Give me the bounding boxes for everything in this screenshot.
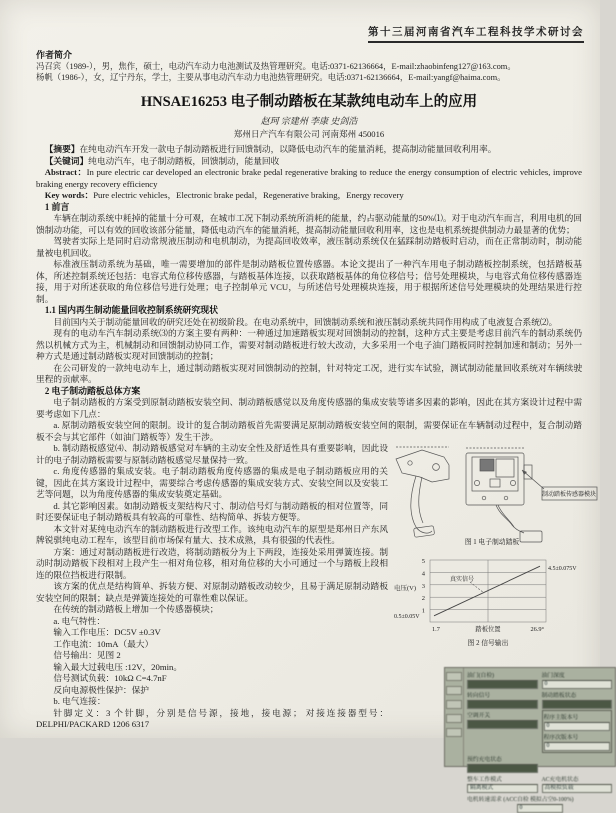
figure-1-brake-pedal-drawing xyxy=(392,443,598,547)
section-2-item-d: d. 其它影响因素。如制动踏板支架结构尺寸、制动信号灯与制动踏板的相对位置等，同时还要保证电子制动踏板具有较高的可靠性、结构简单、拆装方便等。 xyxy=(36,500,388,523)
section-1-p3: 标准液压制动系统为基础，唯一需要增加的部件是制动踏板位置传感器。本论文提出了一种汽车用电子制动踏板控制系统，包括踏板基体，所述控制系统还包括：电容式角位移传感器，与踏板基体连接，以获取踏板基体的角位移信号；信号处理模块，与电容式角位移传感器连接，用于对所述获取的角位移信号进行处理；电子控制单元 VCU，与所述信号处理模块连接，用于根据所述信号处理模块的处理结果进行控制。 xyxy=(36,259,582,304)
screenshot-cell xyxy=(542,774,613,793)
abstract-cn xyxy=(36,144,582,156)
fig2-y-axis-label: 电压(V) xyxy=(394,585,417,593)
spec-line: 信号测试负载：10kΩ C=4.7nF xyxy=(53,673,167,684)
fig2-xtick-min: 1.7 xyxy=(432,626,440,634)
screenshot-cell xyxy=(467,710,538,753)
screenshot-cell xyxy=(467,670,538,689)
spec-line: 反向电源极性保护：保护 xyxy=(53,684,149,695)
abstract-cn-text: 在纯电动汽车开发一款电子制动踏板进行回馈制动，以降低电动汽车的能量消耗，提高制动能量回收利用率。 xyxy=(79,144,497,155)
fig2-ytick-3: 3 xyxy=(421,583,425,591)
figure-1-caption: 图 1 电子制动踏板 xyxy=(464,539,520,547)
keywords-en-label: Key words： xyxy=(44,190,94,201)
paper-content xyxy=(36,48,597,812)
figure-1-callout-text: 制动踏板传感器模块 xyxy=(541,492,597,499)
figure-2-signal-chart xyxy=(392,552,592,656)
field-label: 整车工作模式 xyxy=(467,777,502,784)
field-value: 0 xyxy=(544,722,611,731)
fig2-line-label: 真实信号 xyxy=(450,577,475,584)
section-1-1-p3: 在公司研发的一款纯电动车上，通过制动踏板实现对回馈制动的控制，针对特定工况，进行实车试验，测试制动能量回收系统对车辆续驶里程的贡献率。 xyxy=(36,362,582,385)
keywords-en xyxy=(36,190,582,202)
section-2-p5: 在传统的制动踏板上增加一个传感器模块； xyxy=(53,604,219,615)
left-text-column xyxy=(36,443,388,767)
field-label: 油门(自检) xyxy=(467,673,495,680)
field-label: AC充电机状态 xyxy=(541,777,579,784)
field-value xyxy=(467,720,538,729)
screenshot-cell xyxy=(467,754,538,773)
field-value xyxy=(467,680,538,689)
screenshot-cell xyxy=(542,754,613,773)
field-label: 油门深度 xyxy=(541,673,565,680)
field-value xyxy=(467,764,538,773)
keywords-cn-text: 纯电动汽车，电子制动踏板，回馈制动，能量回收 xyxy=(88,155,280,166)
section-1-heading: 1 前言 xyxy=(44,201,70,212)
pin-definition: 针脚定义：3 个针脚，分别是信号源，接地，接电源； 对接连接器型号：DELPHI/PACKARD 1206 6317 xyxy=(36,707,388,730)
section-2-p3: 方案：通过对制动踏板进行改造，将制动踏板分为上下两段，连接处采用弹簧连接。制动时制动踏板下段相对上段产生一相对角位移，相对角位移的大小可通过一个与踏板上段相连的限位挡板进行限制。 xyxy=(36,546,388,580)
section-1-1-p1: 目前国内关于制动能量回收的研究还处在初级阶段。在电动系统中，回馈制动系统和液压制动系统共同作用构成了电液复合系统⑵。 xyxy=(53,316,558,327)
section-1-p1: 车辆在制动系统中耗掉的能量十分可观，在城市工况下制动系统所消耗的能量，约占驱动能量的50%⑴。对于电动汽车而言，利用电机的回馈制动功能，可以有效的回收该部分能量，降低电动汽车的能量消耗，提高制动能量回收利用率，这也是电机系统提供制动力最显著的优势； xyxy=(36,213,582,235)
conference-header: 第十三届河南省汽车工程科技学术研讨会 xyxy=(368,24,584,43)
field-label: 制动踏板状态 xyxy=(541,693,577,700)
author-note-label: 作者简介 xyxy=(36,50,73,60)
field-label: 电机转速需求 (ACC自检 模拟占空0-100%) xyxy=(467,797,574,804)
paper-title: HNSAE16253 电子制动踏板在某款纯电动车上的应用 xyxy=(140,94,478,111)
fig2-xtick-max: 26.9° xyxy=(530,626,544,634)
field-value xyxy=(542,700,613,709)
field-value: 0 xyxy=(517,804,563,813)
field-label: 程序主版本号 xyxy=(543,715,579,722)
field-value: 0 xyxy=(544,742,611,751)
field-label: 预约充电状态 xyxy=(467,757,502,764)
spec-a-label: a. 电气特性： xyxy=(53,615,106,626)
author-bio-2: 杨帆（1986-），女，辽宁丹东，学士，主要从事电动汽车动力电池热管理研究。电话:0371-62136664，E-mail:yangf@haima.com。 xyxy=(36,73,506,83)
spec-line: 输入工作电压：DC5V ±0.3V xyxy=(53,627,161,638)
author-bio-1: 冯召宾（1989-），男，焦作，硕士，电动汽车动力电池测试及热管理研究。电话:0371-62136664，E-mail:zhaobinfeng127@163.com。 xyxy=(36,62,516,71)
section-2-p2: 本文针对某纯电动汽车的制动踏板进行改型工作。该纯电动汽车的原型是郑州日产东风牌锐骐纯电动工程车，该型目前市场保有量大、技术成熟，具有很强的代表性。 xyxy=(36,523,388,546)
spec-line: 工作电流：10mA（最大） xyxy=(53,638,154,649)
figure-column xyxy=(388,443,598,812)
section-2-p4: 该方案的优点是结构简单、拆装方便、对原制动踏板改动较少，且易于满足原制动踏板安装空间的限制；缺点是弹簧连接处的可靠性难以保证。 xyxy=(36,581,388,603)
screenshot-cropped-left-edge xyxy=(445,668,464,766)
fig2-ytick-1: 1 xyxy=(421,608,425,616)
spec-b-label: b. 电气连接： xyxy=(53,696,106,707)
fig2-ytick-2: 2 xyxy=(421,595,425,603)
spec-line: 信号输出：见图 2 xyxy=(53,650,121,661)
field-value: 高模拟负载 xyxy=(542,784,613,793)
screenshot-cell xyxy=(542,690,613,709)
figure-2-caption: 图 2 信号输出 xyxy=(467,640,509,648)
fig2-low-annotation: 0.5±0.05V xyxy=(394,614,420,621)
abstract-en-text: In pure electric car developed an electronic brake pedal regenerative braking to reduce the energy consumption of electric vehicles, improve braking energy recovery efficiency xyxy=(36,167,583,189)
section-2-item-a: a. 原制动踏板安装空间的限制。设计的复合制动踏板首先需要满足原制动踏板安装空间的限制，需要保证在车辆制动过程中，复合制动踏板不会与其它部件（如油门踏板等）发生干涉。 xyxy=(36,420,582,442)
fig2-x-axis-label: 踏板位置 xyxy=(475,626,501,634)
screenshot-fields xyxy=(464,668,615,812)
keywords-cn xyxy=(36,156,582,168)
screenshot-cell xyxy=(467,774,538,793)
fig2-ytick-5: 5 xyxy=(421,558,425,566)
screenshot-version-group xyxy=(542,710,613,753)
two-column-region xyxy=(36,443,597,812)
field-label: 程序次版本号 xyxy=(543,735,579,742)
section-2-heading: 2 电子制动踏板总体方案 xyxy=(44,385,141,396)
affiliation-line: 郑州日产汽车有限公司 河南郑州 450016 xyxy=(233,129,385,140)
fig2-ytick-4: 4 xyxy=(421,570,425,578)
keywords-en-text: Pure electric vehicles，Electronic brake pedal，Regenerative braking，Energy recovery xyxy=(93,190,404,201)
screenshot-cell xyxy=(467,794,612,813)
field-value: 0 xyxy=(542,680,613,689)
abstract-en xyxy=(36,167,582,190)
figure-1-callout xyxy=(522,470,597,500)
abstract-en-label: Abstract： xyxy=(44,167,87,178)
diagnostic-software-screenshot xyxy=(444,667,616,812)
field-label: 转向信号 xyxy=(467,693,491,700)
section-1-1-p2: 现有的电动车汽车制动系统⑶的方案主要有两种：一种通过加速踏板实现对回馈制动的控制，这种方式主要是考虑目前汽车的制动系统仍然以机械方式为主，机械制动和回馈制动协同工作，需要对制动踏板进行较大改动，大多采用一个电子油门踏板同时控制加速和制动；另外一种方式是通过制动踏板实现对回馈制动的控制； xyxy=(36,328,582,362)
field-value xyxy=(467,700,538,709)
section-1-1-heading: 1.1 国内再生制动能量回收控制系统研究现状 xyxy=(44,305,218,316)
abstract-cn-label: 【摘要】 xyxy=(44,144,80,155)
section-1-p2: 驾驶者实际上是同时启动常规液压制动和电机制动，为提高回收效率，液压制动系统仅在猛踩制动踏板时启动，而在正常制动时，制动能量被电机回收。 xyxy=(36,236,582,258)
field-value: 隔离模式 xyxy=(467,784,538,793)
screenshot-cell xyxy=(542,670,613,689)
section-2-item-b: b. 制动踏板感觉⑷、制动踏板感觉对车辆的主动安全性及舒适性具有重要影响，因此设计的电子制动踏板需要与原制动踏板感觉尽量保持一致。 xyxy=(36,443,388,465)
section-2-item-c: c. 角度传感器的集成安装。电子制动踏板角度传感器的集成是电子制动踏板应用的关键，因此在其方案设计过程中，需要综合考虑传感器的集成安装方式、安装空间以及安装工艺等问题，以为角度传感器的集成安装奠定基础。 xyxy=(36,466,388,500)
field-label: 空调开关 xyxy=(467,713,491,720)
spec-line: 输入最大过载电压 :12V，20min。 xyxy=(53,661,183,672)
keywords-cn-label: 【关键词】 xyxy=(44,155,89,166)
screenshot-cell xyxy=(467,690,538,709)
authors-line: 赵珂 宗建州 李康 史剑浩 xyxy=(260,116,358,127)
section-2-p1: 电子制动踏板的方案受到原制动踏板安装空间、制动踏板感觉以及角度传感器的集成安装等诸多因素的影响，因此在其方案设计过程中需要考虑如下几点： xyxy=(36,397,582,419)
fig2-high-annotation: 4.5±0.075V xyxy=(548,566,577,573)
